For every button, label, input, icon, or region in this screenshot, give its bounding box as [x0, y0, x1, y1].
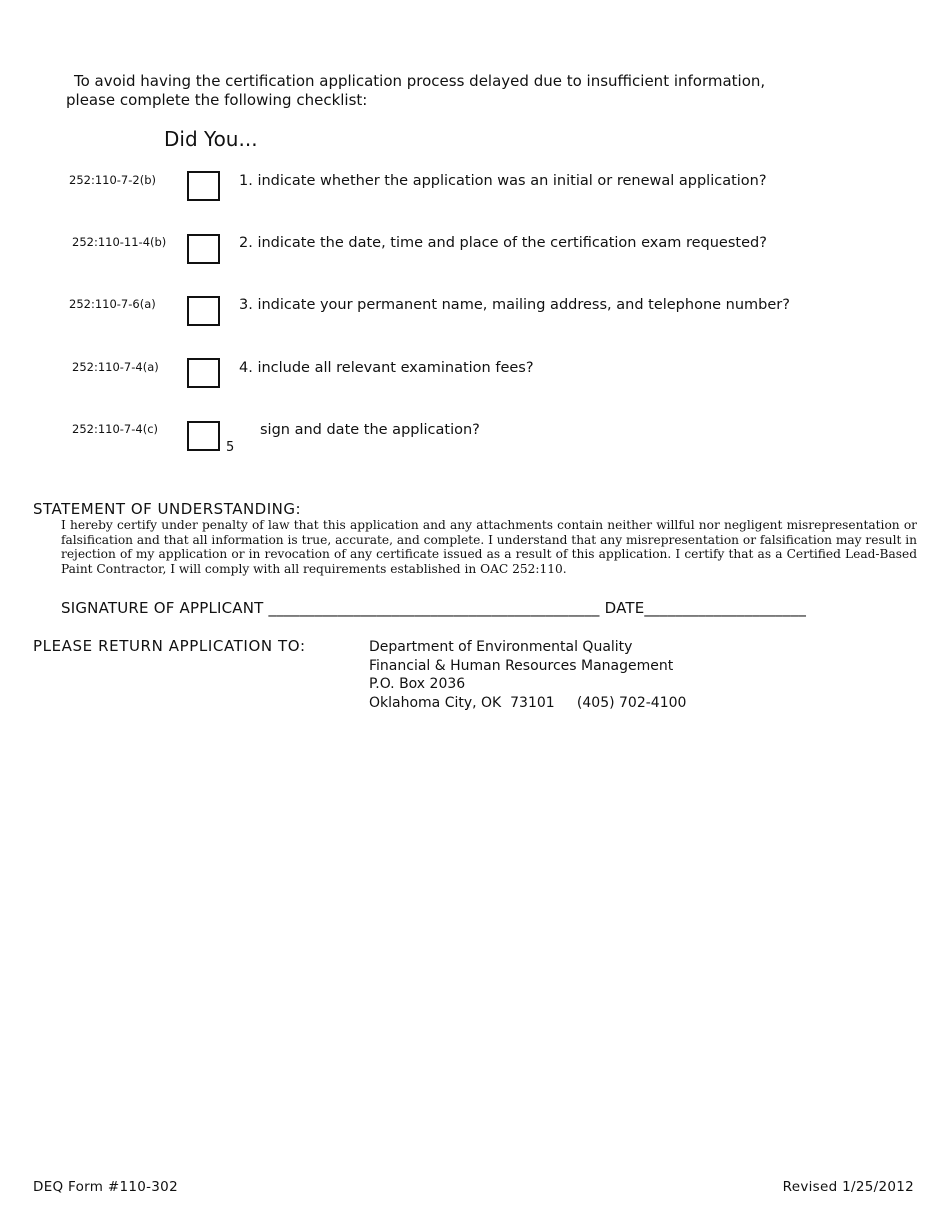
checklist-checkbox-1[interactable] [187, 171, 220, 201]
address-line: Financial & Human Resources Management [369, 657, 674, 674]
form-number: DEQ Form #110-302 [33, 1179, 178, 1195]
checklist-item-3: 3. indicate your permanent name, mailing address, and telephone number? [239, 297, 790, 313]
signature-line: SIGNATURE OF APPLICANT ___________________________________________ DATE_____________________ [61, 599, 807, 617]
statement-heading: STATEMENT OF UNDERSTANDING: [33, 500, 302, 518]
checklist-item-1: 1. indicate whether the application was an initial or renewal application? [239, 173, 767, 189]
checklist-item-2: 2. indicate the date, time and place of the certification exam requested? [239, 235, 767, 251]
return-label: PLEASE RETURN APPLICATION TO: [33, 637, 306, 655]
revised-date: Revised 1/25/2012 [782, 1179, 914, 1195]
checklist-item-4: 4. include all relevant examination fees? [239, 360, 534, 376]
checklist-ref-4: 252:110-7-4(a) [72, 360, 159, 374]
address-line: Department of Environmental Quality [369, 639, 633, 655]
intro-line-1: To avoid having the certification application process delayed due to insufficient information, [74, 72, 766, 90]
checklist-ref-2: 252:110-11-4(b) [72, 235, 167, 249]
address-line: P.O. Box 2036 [369, 676, 466, 693]
checklist-checkbox-4[interactable] [187, 358, 220, 388]
intro-text [66, 72, 765, 110]
checklist-heading: Did You... [164, 127, 258, 151]
checklist-checkbox-2[interactable] [187, 234, 220, 264]
checklist-item-5: sign and date the application? [260, 422, 480, 438]
intro-line-2: please complete the following checklist: [66, 91, 368, 109]
return-address [369, 638, 686, 712]
address-line: Oklahoma City, OK 73101 (405) 702-4100 [369, 694, 687, 711]
checklist-ref-1: 252:110-7-2(b) [69, 173, 156, 187]
statement-body: I hereby certify under penalty of law that this application and any attachments contain neither willful nor negligent misrepresentation or falsification and that all information is true, accurate, and complete. I understand that any misrepresentation or falsification may result in rejection of my application or in revocation of any certificate issued as a result of this application. I certify that as a Certified Lead-Based Paint Contractor, I will comply with all requirements established in OAC 252:110. [61, 518, 917, 576]
checklist-ref-3: 252:110-7-6(a) [69, 297, 156, 311]
checklist-ref-5: 252:110-7-4(c) [72, 422, 159, 436]
checklist-checkbox-5[interactable] [187, 421, 220, 451]
checklist-checkbox-3[interactable] [187, 296, 220, 326]
item-number-5: 5 [226, 440, 235, 455]
